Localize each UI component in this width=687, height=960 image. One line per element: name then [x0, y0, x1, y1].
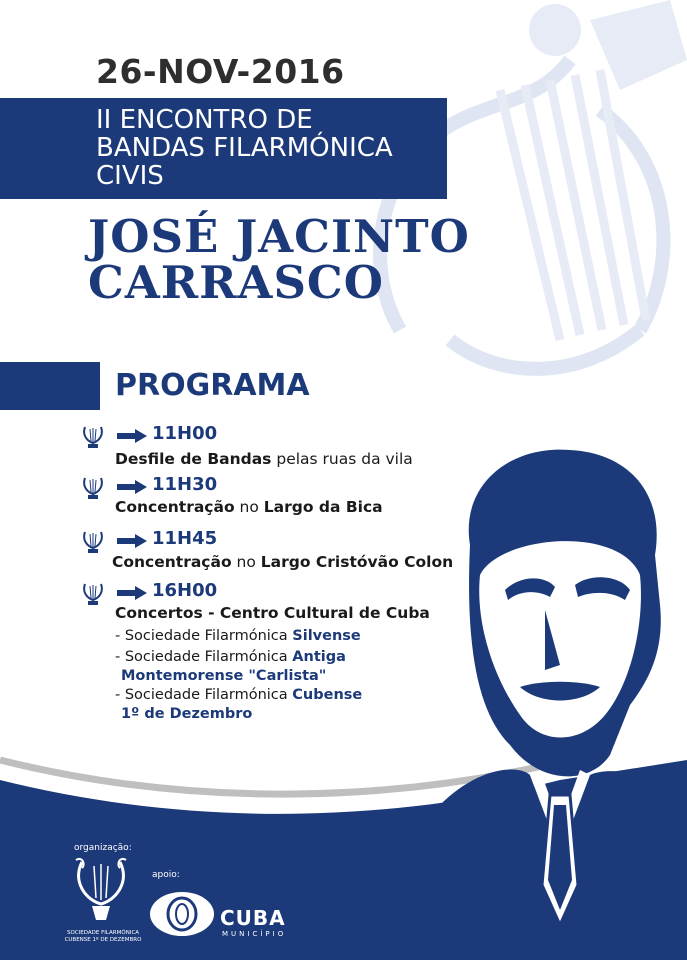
arrow-right-icon: [117, 480, 147, 494]
desc-bold: Concertos - Centro Cultural de Cuba: [115, 604, 430, 622]
organizacao-name: [58, 930, 148, 944]
band-2-cont: [121, 668, 326, 684]
event-title: [96, 106, 456, 190]
band-1: [115, 628, 361, 644]
program-desc-4: [115, 604, 430, 622]
band-3: [115, 687, 362, 703]
desc-bold2: Largo Cristóvão Colon: [260, 553, 454, 571]
event-date: 26-NOV-2016: [96, 52, 345, 91]
desc-rest: pelas ruas da vila: [271, 450, 413, 468]
programa-title: PROGRAMA: [115, 368, 310, 403]
band-prefix: - Sociedade Filarmónica: [115, 628, 293, 644]
desc-bold: Concentração: [115, 498, 235, 516]
band-name-cont: Montemorense "Carlista": [121, 668, 327, 684]
event-title-line2: BANDAS FILARMÓNICA: [96, 133, 393, 163]
program-desc-3: [112, 553, 453, 571]
honoree-line2: CARRASCO: [88, 256, 384, 309]
lyre-icon: [82, 528, 104, 554]
band-name: Antiga: [292, 649, 346, 665]
band-name: Cubense: [292, 687, 363, 703]
desc-bold2: Largo da Bica: [263, 498, 383, 516]
band-name: Silvense: [292, 628, 361, 644]
org-name-line1: SOCIEDADE FILARMÓNICA: [66, 930, 140, 936]
program-time: 16H00: [152, 580, 218, 601]
event-title-line1: II ENCONTRO DE: [96, 105, 313, 135]
arrow-right-icon: [117, 429, 147, 443]
program-desc-2: [115, 498, 383, 516]
program-desc-1: [115, 450, 413, 468]
desc-mid: no: [234, 498, 264, 516]
honoree-name: [88, 210, 470, 309]
desc-mid: no: [231, 553, 261, 571]
portrait-illustration: [420, 425, 687, 960]
program-time: 11H00: [152, 423, 218, 444]
honoree-line1: JOSÉ JACINTO: [88, 210, 470, 263]
cuba-municipio: MUNICÍPIO: [222, 930, 287, 938]
lyre-icon: [82, 474, 104, 500]
lyre-logo-icon: [72, 854, 130, 922]
event-title-line3: CIVIS: [96, 161, 164, 191]
desc-bold: Concentração: [112, 553, 232, 571]
desc-bold: Desfile de Bandas: [115, 450, 272, 468]
arrow-right-icon: [117, 534, 147, 548]
band-prefix: - Sociedade Filarmónica: [115, 687, 293, 703]
band-2: [115, 649, 346, 665]
band-prefix: - Sociedade Filarmónica: [115, 649, 293, 665]
cuba-municipio-logo-icon: [148, 890, 216, 938]
program-time: 11H45: [152, 528, 218, 549]
lyre-icon: [82, 580, 104, 606]
org-name-line2: CUBENSE 1º DE DEZEMBRO: [64, 937, 142, 943]
apoio-label: apoio:: [152, 870, 180, 880]
programa-bar: [0, 362, 100, 410]
organizacao-label: organização:: [74, 843, 132, 853]
cuba-word: CUBA: [220, 906, 286, 930]
program-time: 11H30: [152, 474, 218, 495]
band-name-cont: 1º de Dezembro: [121, 706, 253, 722]
band-3-cont: [121, 706, 252, 722]
arrow-right-icon: [117, 586, 147, 600]
lyre-icon: [82, 423, 104, 449]
